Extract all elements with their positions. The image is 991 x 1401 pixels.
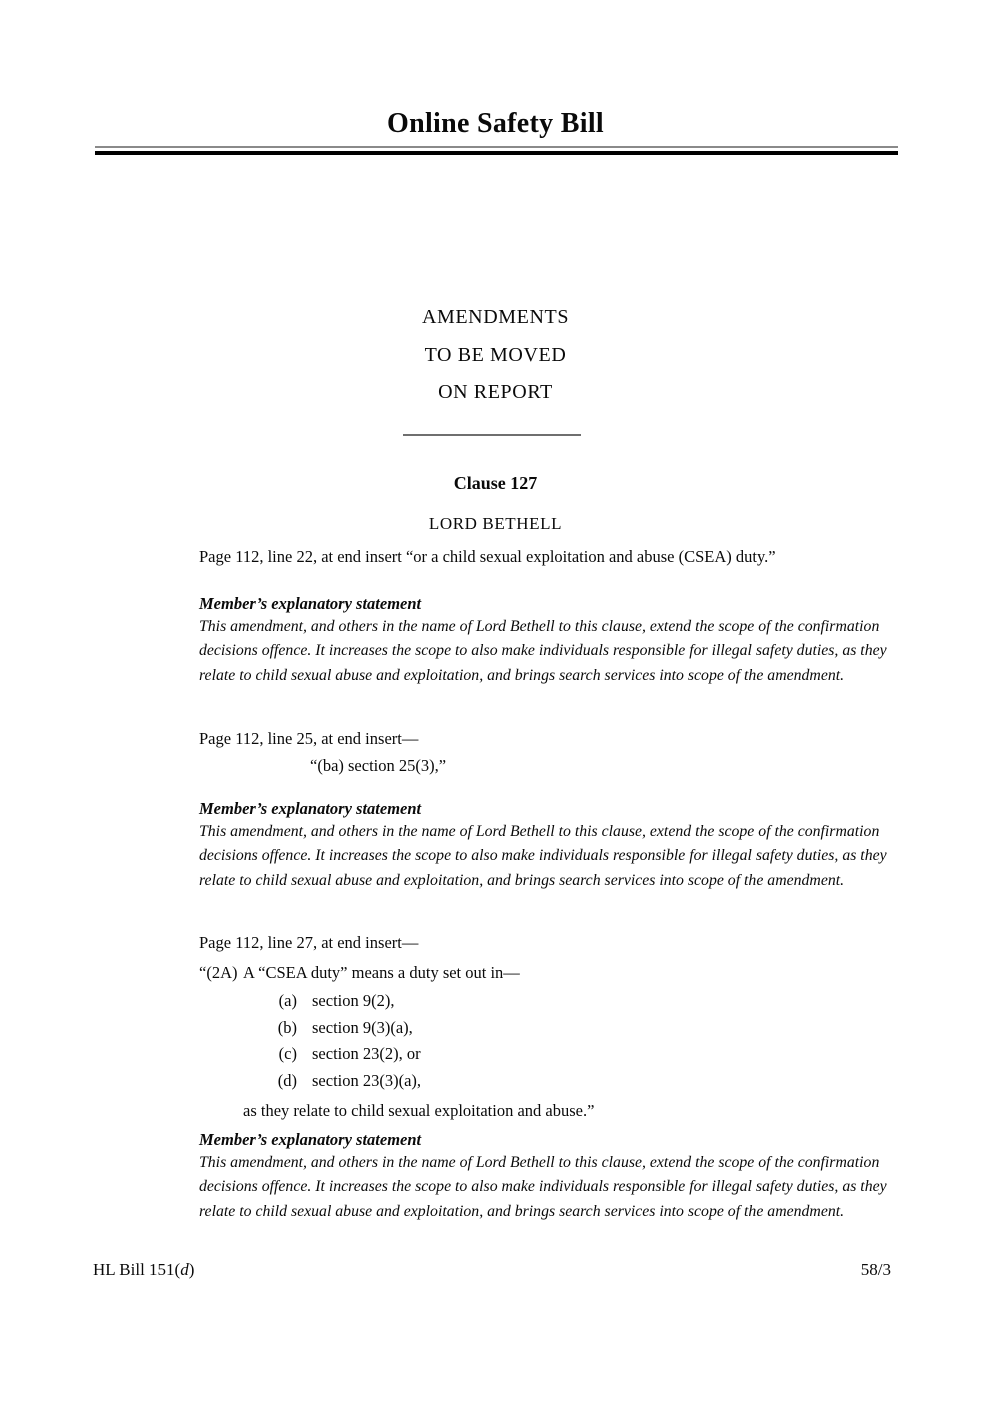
amendment-1 (199, 543, 899, 570)
footer-bill-number (93, 1260, 194, 1280)
explanatory-heading: Member’s explanatory statement (199, 799, 422, 818)
list-item-text: section 9(3)(a), (312, 1017, 413, 1037)
separator-rule (403, 434, 581, 436)
amendment-3-closing: as they relate to child sexual exploitation and abuse.” (243, 1101, 595, 1121)
amendment-2-inserted-text: “(ba) section 25(3),” (310, 756, 447, 775)
clause-title: Clause 127 (453, 473, 538, 493)
explanatory-statement-3 (199, 1128, 899, 1224)
explanatory-heading: Member’s explanatory statement (199, 594, 422, 613)
explanatory-body: This amendment, and others in the name of Lord Bethell to this clause, extend the scope of the confirmation decisions offence. It increases the scope to also make individuals responsible for illegal safety duties, as they relate to child sexual abuse and exploitation, and brings search services into scope of the amendment. (199, 1154, 887, 1220)
page-title: Online Safety Bill (387, 108, 604, 139)
list-item-label: (d) (277, 1070, 297, 1090)
explanatory-statement-2 (199, 797, 899, 893)
amendment-1-instruction: Page 112, line 22, at end insert “or a child sexual exploitation and abuse (CSEA) duty.” (199, 547, 776, 566)
list-item-text: section 23(2), or (312, 1044, 421, 1064)
subsection-lead: A “CSEA duty” means a duty set out in— (243, 963, 520, 982)
amendment-3-subsection (199, 959, 899, 986)
list-item-text: section 23(3)(a), (312, 1070, 422, 1090)
heading-line-2: TO BE MOVED (424, 343, 567, 366)
heading-line-3: ON REPORT (438, 381, 553, 403)
explanatory-body: This amendment, and others in the name of Lord Bethell to this clause, extend the scope of the confirmation decisions offence. It increases the scope to also make individuals responsible for illegal safety duties, as they relate to child sexual abuse and exploitation, and brings search services into scope of the amendment. (199, 823, 887, 889)
clause-sponsor: LORD BETHELL (428, 514, 563, 533)
list-item (199, 988, 899, 1015)
footer-sheet-number: 58/3 (860, 1260, 891, 1279)
amendment-2 (199, 725, 899, 779)
footer-bill-revision: d (180, 1260, 189, 1279)
list-item-label: (c) (278, 1044, 297, 1064)
page-footer (93, 1260, 891, 1280)
explanatory-heading: Member’s explanatory statement (199, 1130, 422, 1149)
heading-line-1: AMENDMENTS (421, 306, 570, 328)
amendment-3-instruction: Page 112, line 27, at end insert— (199, 933, 419, 952)
subsection-items (199, 988, 899, 1094)
list-item-label: (b) (277, 1017, 297, 1037)
footer-bill-prefix: HL Bill 151( (93, 1260, 181, 1279)
list-item-label: (a) (278, 991, 297, 1010)
amendment-3 (199, 929, 899, 1124)
subsection-label: “(2A) (199, 963, 238, 982)
list-item (199, 1015, 899, 1042)
list-item (199, 1041, 899, 1068)
title-double-rule (95, 146, 898, 155)
explanatory-body: This amendment, and others in the name of Lord Bethell to this clause, extend the scope of the confirmation decisions offence. It increases the scope to also make individuals responsible for illegal safety duties, as they relate to child sexual abuse and exploitation, and brings search services into scope of the amendment. (199, 618, 887, 684)
footer-bill-suffix: ) (188, 1260, 195, 1279)
explanatory-statement-1 (199, 592, 899, 688)
amendments-heading (0, 299, 991, 412)
list-item (199, 1068, 899, 1095)
list-item-text: section 9(2), (312, 991, 395, 1010)
amendment-2-instruction: Page 112, line 25, at end insert— (199, 729, 419, 748)
